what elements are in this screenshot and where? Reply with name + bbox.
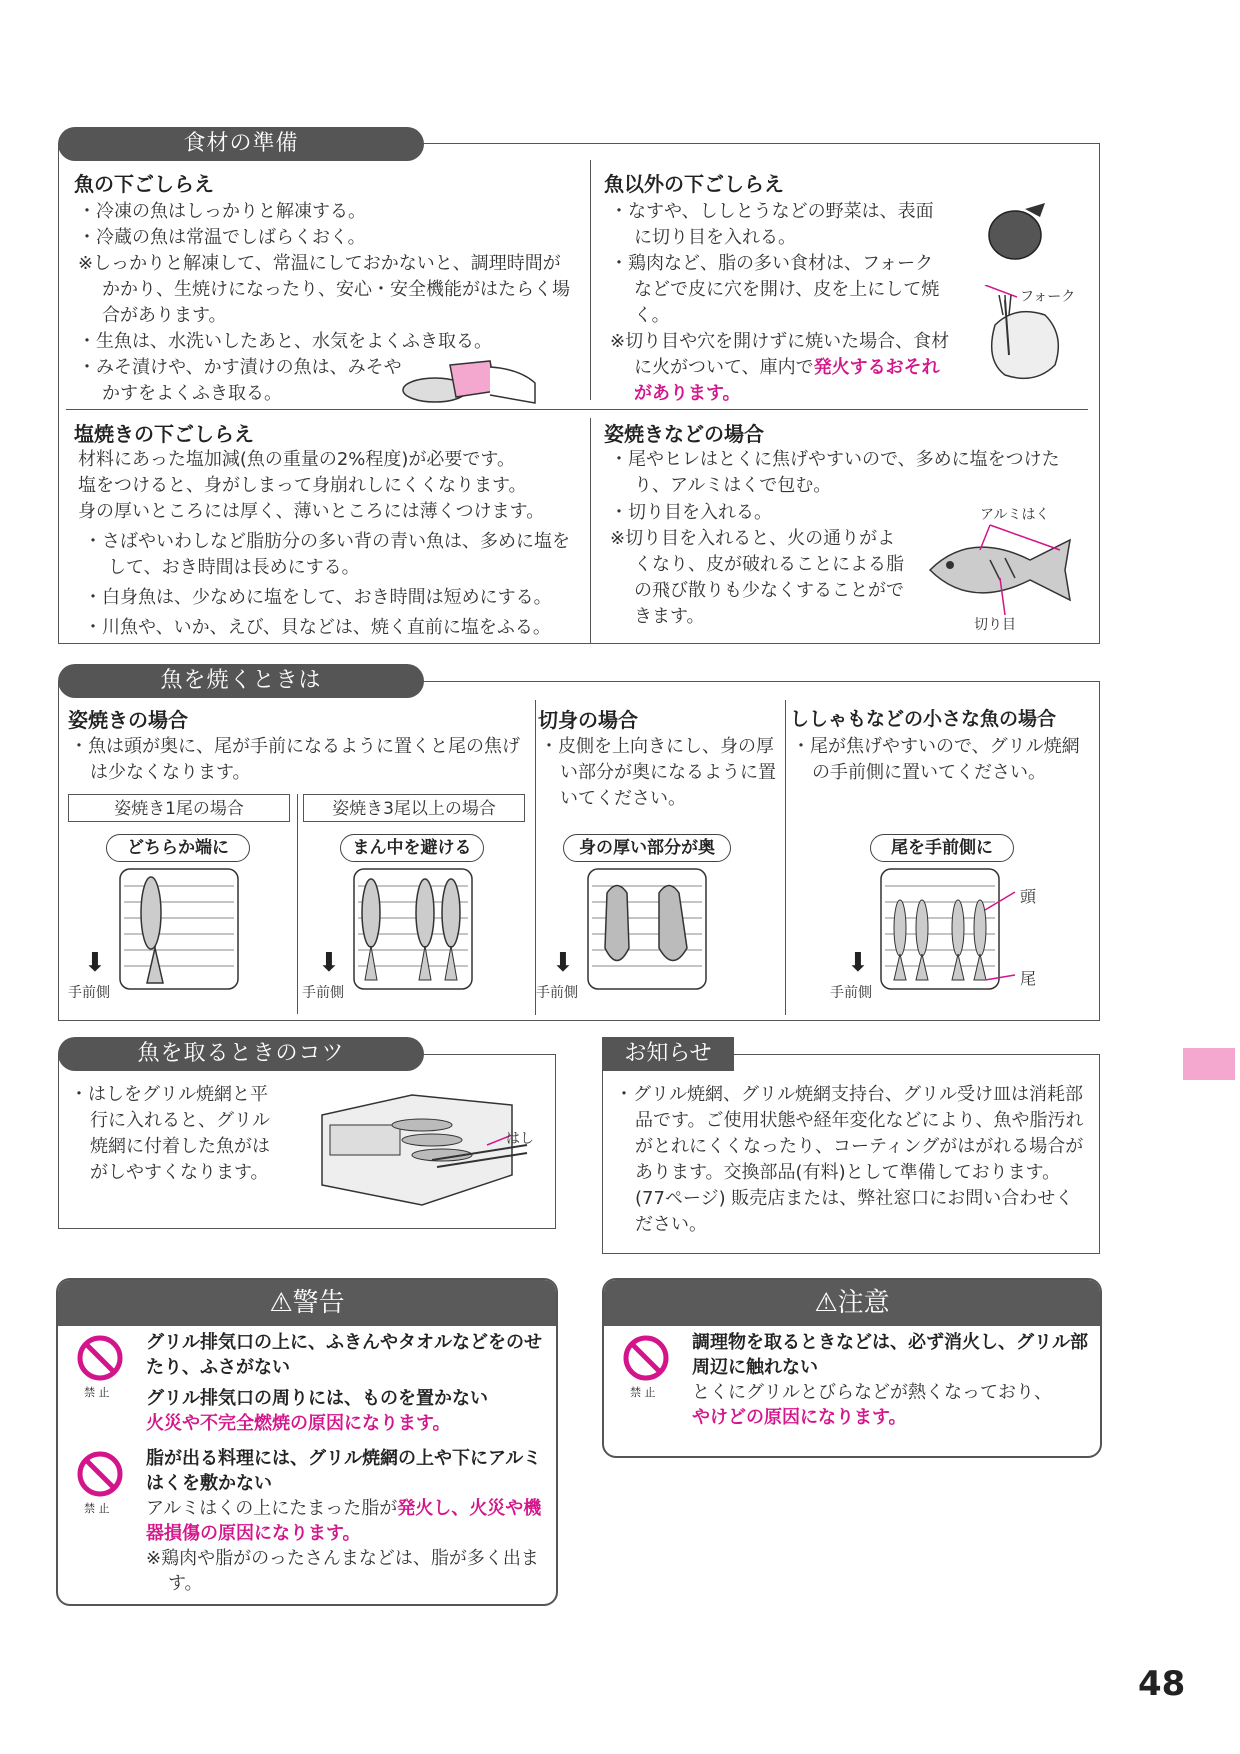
tips-text: ・はしをグリル焼網と平行に入れると、グリル焼網に付着した魚がはがしやすくなります。 (70, 1084, 270, 1183)
warning-item-2 (146, 1446, 546, 1596)
fish-prep-line: ・冷蔵の魚は常温でしばらくおく。 (78, 227, 366, 248)
whole-prep-list-2 (610, 500, 910, 630)
oval-thick-back: 身の厚い部分が奥 (563, 834, 731, 862)
tips-tab: 魚を取るときのコツ (58, 1037, 424, 1071)
salt-prep-line: ・川魚や、いか、えび、貝などは、焼く直前に塩をふる。 (84, 617, 551, 638)
front-arrow-1: ⬇ (84, 948, 106, 978)
front-arrow-4: ⬇ (847, 948, 869, 978)
salt-prep-title: 塩焼きの下ごしらえ (74, 422, 254, 446)
front-label-2: 手前側 (302, 985, 344, 1001)
salt-intro-line: 身の厚いところには厚く、薄いところには薄くつけます。 (78, 501, 545, 522)
prep-divider-v2 (590, 418, 591, 644)
front-arrow-3: ⬇ (552, 948, 574, 978)
oval-tail-front: 尾を手前側に (870, 834, 1014, 862)
salt-prep-intro (78, 447, 590, 525)
whole-prep-list (610, 447, 1070, 499)
notice-text: ・グリル焼網、グリル焼網支持台、グリル受け皿は消耗部品です。ご使用状態や経年変化などにより、魚や脂汚れがとれにくくなったり、コーティングがはがれる場合があります。交換部品(有料)として準備しております。(77ページ) 販売店または、弊社窓口にお問い合わせください。 (615, 1084, 1084, 1235)
whole-prep-line: ※切り目を入れると、火の通りがよくなり、皮が破れることによる脂の飛び散りも少なくすることができます。 (610, 528, 904, 627)
oval-avoid-middle: まん中を避ける (340, 834, 484, 862)
fish-prep-line: ・みそ漬けや、かす漬けの魚は、みそやかすをよくふき取る。 (78, 357, 402, 404)
grill-rack-2 (353, 868, 473, 990)
caution-bold: 調理物を取るときなどは、必ず消火し、グリル部周辺に触れない (692, 1332, 1088, 1378)
warning-item-1-emph: 火災や不完全燃焼の原因になります。 (146, 1413, 451, 1434)
grill-divider-1 (535, 700, 536, 1015)
grill-sub-2: 姿焼き3尾以上の場合 (303, 794, 525, 822)
whole-prep-line: ・切り目を入れる。 (610, 502, 772, 523)
salt-prep-line: ・さばやいわしなど脂肪分の多い背の青い魚は、多めに塩をして、おき時間は長めにする。 (84, 531, 570, 578)
oval-either-end: どちらか端に (106, 834, 250, 862)
caution-text: とくにグリルとびらなどが熱くなっており、 (692, 1382, 1052, 1403)
warning-item-2-body (146, 1496, 546, 1546)
head-label: 頭 (1020, 887, 1037, 906)
warning-item-2-bold: 脂が出る料理には、グリル焼網の上や下にアルミはくを敷かない (146, 1448, 542, 1494)
chopsticks-label: はし (506, 1131, 534, 1147)
notice-tab: お知らせ (602, 1037, 734, 1071)
wipe-fish-illustration (400, 355, 540, 405)
nonfish-prep-list (610, 199, 950, 407)
salt-intro-line: 材料にあった塩加減(魚の重量の2%程度)が必要です。 (78, 449, 515, 470)
grill-sub-1: 姿焼き1尾の場合 (68, 794, 290, 822)
side-index-tab (1183, 1048, 1235, 1080)
grill-fillet-text: ・皮側を上向きにし、身の厚い部分が奥になるように置いてください。 (540, 736, 776, 809)
grill-whole-title: 姿焼きの場合 (68, 708, 188, 732)
caution-item (692, 1330, 1092, 1430)
prep-divider-h (66, 409, 1088, 410)
front-arrow-2: ⬇ (318, 948, 340, 978)
grill-divider-2 (785, 700, 786, 1015)
grill-small-title: ししゃもなどの小さな魚の場合 (790, 708, 1057, 730)
prohibit-icon (76, 1334, 124, 1382)
grill-whole-text: ・魚は頭が奥に、尾が手前になるように置くと尾の焦げは少なくなります。 (70, 736, 520, 783)
warning-item-1-bold-1: グリル排気口の上に、ふきんやタオルなどをのせたり、ふさがない (146, 1332, 542, 1378)
prep-tab: 食材の準備 (58, 127, 424, 161)
prohibit-label: 禁 止 (84, 1386, 110, 1399)
nonfish-note-text: ※切り目や穴を開けずに焼いた場合、食材に火がついて、庫内で (610, 331, 950, 378)
warning-item-1-bold-2: グリル排気口の周りには、ものを置かない (146, 1388, 488, 1409)
fish-foil-icon (920, 520, 1085, 620)
warning-item-2-note: ※鶏肉や脂がのったさんまなどは、脂が多く出ます。 (146, 1548, 539, 1594)
nonfish-prep-title: 魚以外の下ごしらえ (604, 172, 784, 196)
warning-item-2-text: アルミはくの上にたまった脂が (146, 1498, 398, 1519)
warning-item-2-emph: 発火し、火災や機器損傷の原因になります。 (146, 1498, 542, 1544)
prohibit-icon (622, 1334, 670, 1382)
prohibit-label: 禁 止 (630, 1386, 656, 1399)
page-number: 48 (1138, 1664, 1186, 1704)
grill-sub-divider (297, 794, 298, 1014)
nonfish-note-emph: 発火するおそれがあります。 (634, 357, 940, 404)
chicken-fork-icon (975, 285, 1070, 395)
front-label-1: 手前側 (68, 985, 110, 1001)
whole-prep-line: ・尾やヒレはとくに焦げやすいので、多めに塩をつけたり、アルミはくで包む。 (610, 449, 1060, 496)
salt-prep-list (84, 529, 584, 641)
foil-label: アルミはく (980, 507, 1050, 523)
front-label-4: 手前側 (830, 985, 872, 1001)
head-tail-pointers (985, 880, 1025, 990)
warning-item-1 (146, 1330, 546, 1436)
prep-divider-v1 (590, 160, 591, 400)
prohibit-icon (76, 1450, 124, 1498)
warning-title: ⚠警告 (58, 1280, 556, 1326)
fish-prep-title: 魚の下ごしらえ (74, 172, 214, 196)
nonfish-prep-line: ・鶏肉など、脂の多い食材は、フォークなどで皮に穴を開け、皮を上にして焼く。 (610, 253, 940, 326)
salt-prep-line: ・白身魚は、少なめに塩をして、おき時間は短めにする。 (84, 587, 552, 608)
fish-prep-line: ※しっかりと解凍して、常温にしておかないと、調理時間がかかり、生焼けになったり、安心・安全機能がはたらく場合があります。 (78, 253, 570, 326)
grill-rack-3 (587, 868, 707, 990)
salt-intro-line: 塩をつけると、身がしまって身崩れしにくくなります。 (78, 475, 527, 496)
eggplant-icon (985, 195, 1055, 265)
fish-prep-line: ・生魚は、水洗いしたあと、水気をよくふき取る。 (78, 331, 492, 352)
nonfish-prep-line: ・なすや、ししとうなどの野菜は、表面に切り目を入れる。 (610, 201, 934, 248)
fish-prep-line: ・冷凍の魚はしっかりと解凍する。 (78, 201, 366, 222)
grill-fillet-title: 切身の場合 (538, 708, 638, 732)
grill-rack-4 (880, 868, 1000, 990)
grill-small-text: ・尾が焦げやすいので、グリル焼網の手前側に置いてください。 (792, 736, 1080, 783)
caution-title: ⚠注意 (604, 1280, 1100, 1326)
grill-tab: 魚を焼くときは (58, 664, 424, 698)
fork-label: フォーク (1020, 289, 1076, 305)
prohibit-label: 禁 止 (84, 1502, 110, 1515)
front-label-3: 手前側 (536, 985, 578, 1001)
grill-tray-chopsticks-illustration (312, 1085, 542, 1215)
whole-prep-title: 姿焼きなどの場合 (604, 422, 764, 446)
nonfish-prep-note (610, 329, 950, 407)
tail-label: 尾 (1020, 969, 1037, 988)
cut-label: 切り目 (974, 617, 1016, 633)
caution-emph: やけどの原因になります。 (692, 1407, 907, 1428)
grill-rack-1 (119, 868, 239, 990)
